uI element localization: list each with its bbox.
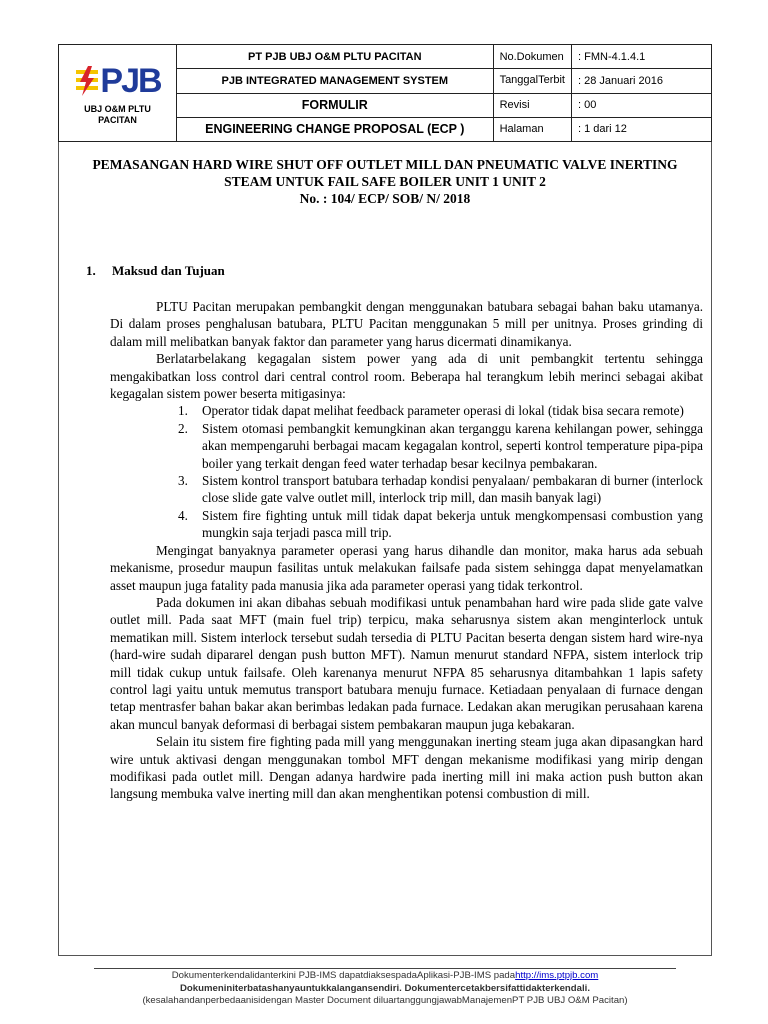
footer-line1 [58, 970, 712, 983]
revision-label: Revisi [493, 93, 571, 117]
title-line2: STEAM UNTUK FAIL SAFE BOILER UNIT 1 UNIT 2 [224, 174, 546, 189]
unit-caption-line2: PACITAN [98, 115, 137, 125]
section-heading [86, 263, 225, 279]
paragraph: Pada dokumen ini akan dibahas sebuah modifikasi untuk penambahan hard wire pada slide gate valve outlet mill. Pada saat MFT (main fuel trip) terpicu, maka seharusnya sistem akan menginterlock untuk mematikan mill. Sistem interlock tersebut sudah tersedia di PLTU Pacitan beserta dengan sistem hard wire-nya (hard-wire sudah dipararel dengan push button MFT). Namun menurut standard NFPA, sistem interlock trip mill tidak cukup untuk failsafe. Oleh karenanya menurut NFPA 85 seharusnya ditambahkan 1 lapis safety control lagi yaitu untuk memutus transport batubara menuju furnace. Ketiadaan penyalaan di furnace dengan tetap mentrasfer bahan bakar akan berimbas ledakan pada furnace. Ledakan akan merugikan perusahaan karena akan muncul banyak deformasi di berbagai sistem pembakaran maupun juga kebakaran. [110, 594, 703, 732]
paragraph: Berlatarbelakang kegagalan sistem power yang ada di unit pembangkit tertentu sehingga mengakibatkan loss control dari central control room. Beberapa hal terangkum lebih merinci sebagai akibat kegagalan sistem power beserta mitigasinya: [110, 351, 703, 402]
footer-divider [94, 968, 676, 969]
list-number: 4. [178, 507, 188, 523]
paragraph: Mengingat banyaknya parameter operasi yang harus dihandle dan monitor, maka harus ada sebuah mekanisme, prosedur maupun fasilitas untuk melakukan failsafe pada sistem sehingga dapat menyelamatkan asset maupun juga fatality pada manusia jika ada parameter operasi yang tidak terkontrol. [110, 542, 703, 593]
section-number: 1. [86, 263, 96, 278]
list-item [110, 472, 703, 507]
footer-line1-text: Dokumenterkendalidanterkini PJB-IMS dapatdiaksespadaAplikasi-PJB-IMS pada [171, 970, 516, 981]
page-label: Halaman [493, 117, 571, 141]
doc-no-label: No.Dokumen [493, 45, 571, 69]
ims-link[interactable]: http://ims.ptpjb.com [515, 970, 599, 981]
date-value: : 28 Januari 2016 [572, 69, 712, 93]
list-text: Sistem kontrol transport batubara terhadap kondisi penyalaan/ pembakaran di burner (interlock close slide gate valve outlet mill, interlock trip mill, dan masih banyak lagi) [202, 473, 703, 506]
title-line1: PEMASANGAN HARD WIRE SHUT OFF OUTLET MILL DAN PNEUMATIC VALVE INERTING [92, 157, 678, 172]
list-number: 1. [178, 403, 188, 419]
lightning-icon [74, 64, 100, 98]
unit-caption [59, 104, 176, 126]
system-name: PJB INTEGRATED MANAGEMENT SYSTEM [177, 69, 494, 93]
document-body [110, 298, 703, 803]
revision-value: : 00 [572, 93, 712, 117]
list-number: 2. [178, 420, 188, 436]
title-number: No. : 104/ ECP/ SOB/ N/ 2018 [299, 191, 471, 206]
section-title: Maksud dan Tujuan [112, 263, 225, 278]
page-value: : 1 dari 12 [572, 117, 712, 141]
paragraph: Selain itu sistem fire fighting pada mill yang menggunakan inerting steam juga akan dipasangkan hard wire untuk aktivasi dengan menggunakan tombol MFT dengan mekanisme modifikasi yang mirip dengan modifikasi pada outlet mill. Dengan adanya hardwire pada inerting mill ini maka action push button akan langsung membuka valve inerting mill dan akan menghentikan potensi combustion di mill. [110, 734, 703, 802]
logo-text: PJB [100, 62, 161, 100]
footer-line3: (kesalahandanperbedaanisidengan Master Document diluartanggungjawabManajemenPT PJB UBJ O&M Pacitan) [142, 995, 628, 1006]
form-type: FORMULIR [177, 93, 494, 117]
document-title [58, 156, 712, 207]
logo-cell [59, 45, 177, 142]
pjb-logo [59, 64, 176, 98]
footer-line2: Dokumeniniterbatashanyauntukkalangansendiri. Dokumentercetakbersifattidakterkendali. [180, 982, 590, 994]
numbered-list [110, 402, 703, 541]
list-item [110, 402, 703, 419]
list-text: Sistem fire fighting untuk mill tidak dapat bekerja untuk mengkompensasi combustion yang mungkin saja terjadi pasca mill trip. [202, 507, 703, 541]
list-item [110, 507, 703, 542]
document-header-table [58, 44, 712, 142]
list-text: Sistem otomasi pembangkit kemungkinan akan terganggu karena kehilangan power, sehingga akan mempengaruhi berbagai macam kegagalan kontrol, seperti kontrol temperature pipa-pipa boiler yang terkait dengan feed water terhadap besar kecilnya pembakaran. [202, 420, 703, 471]
document-footer [58, 970, 712, 1008]
company-name: PT PJB UBJ O&M PLTU PACITAN [177, 45, 494, 69]
unit-caption-line1: UBJ O&M PLTU [84, 104, 151, 114]
paragraph: PLTU Pacitan merupakan pembangkit dengan menggunakan batubara sebagai bahan baku utamanya. Di dalam proses penghalusan batubara, PLTU Pacitan menggunakan 5 mill per unitnya. Proses grinding di dalam mill melibatkan banyak faktor dan parameter yang harus dicermati dinamikanya. [110, 299, 703, 349]
list-number: 3. [178, 473, 188, 489]
doc-no-value: : FMN-4.1.4.1 [572, 45, 712, 69]
date-label: TanggalTerbit [493, 69, 571, 93]
form-title: ENGINEERING CHANGE PROPOSAL (ECP ) [177, 117, 494, 141]
list-item [110, 420, 703, 472]
list-text: Operator tidak dapat melihat feedback parameter operasi di lokal (tidak bisa secara remote) [202, 403, 684, 419]
